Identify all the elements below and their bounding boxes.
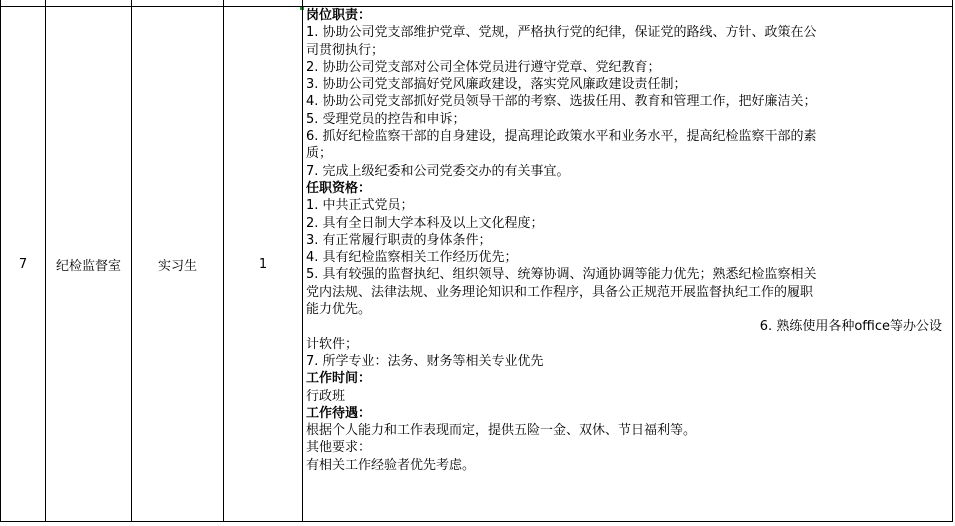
- qualification-line: 1. 中共正式党员；: [306, 198, 414, 214]
- row-number-cell[interactable]: [1, 7, 46, 522]
- row-number: 7: [18, 256, 28, 272]
- headcount: 1: [258, 256, 268, 272]
- position-cell[interactable]: [132, 7, 224, 522]
- duty-line: 1. 协助公司党支部维护党章、党规，严格执行党的纪律，保证党的路线、方针、政策在公: [306, 25, 817, 41]
- qualification-line: 能力优先。: [306, 302, 372, 318]
- qualification-line: 5. 具有较强的监督执纪、组织领导、统筹协调、沟通协调等能力优先；熟悉纪检监察相关: [306, 267, 817, 283]
- duty-line: 质；: [306, 146, 333, 162]
- qualification-line: 计软件；: [306, 336, 359, 352]
- position-name: 实习生: [157, 258, 197, 274]
- duty-line: 3. 协助公司党支部搞好党风廉政建设，落实党风廉政建设责任制；: [306, 77, 687, 93]
- duties-heading: 岗位职责：: [306, 8, 372, 23]
- qualification-line: 党内法规、法律法规、业务理论知识和工作程序，具备公正规范开展监督执纪工作的履职: [306, 284, 814, 300]
- other-heading: 其他要求：: [306, 440, 372, 456]
- table-row: [1, 7, 953, 522]
- qualification-line: 4. 具有纪检监察相关工作经历优先；: [306, 250, 518, 266]
- qualification-line: 2. 具有全日制大学本科及以上文化程度；: [306, 215, 544, 231]
- hours-text: 行政班: [306, 388, 346, 404]
- department-cell[interactable]: [46, 7, 132, 522]
- benefits-heading: 工作待遇：: [306, 405, 372, 421]
- qualifications-heading: 任职资格：: [306, 180, 372, 196]
- duty-line: 2. 协助公司党支部对公司全体党员进行遵守党章、党纪教育；: [306, 59, 661, 75]
- duty-line: 4. 协助公司党支部抓好党员领导干部的考察、选拔任用、教育和管理工作，把好廉洁关；: [306, 94, 817, 110]
- qualification-line-right: 6. 熟练使用各种office等办公设: [759, 319, 942, 335]
- hours-heading: 工作时间：: [306, 371, 372, 387]
- other-text: 有相关工作经验者优先考虑。: [306, 457, 476, 473]
- benefits-text: 根据个人能力和工作表现而定，提供五险一金、双休、节日福利等。: [306, 423, 697, 439]
- description-cell[interactable]: [303, 7, 953, 522]
- duty-line: 6. 抓好纪检监察干部的自身建设，提高理论政策水平和业务水平，提高纪检监察干部的素: [306, 129, 817, 145]
- job-description: [306, 7, 946, 474]
- qualification-line: 3. 有正常履行职责的身体条件；: [306, 232, 492, 248]
- department-name: 纪检监督室: [55, 258, 121, 274]
- qualification-line: 7. 所学专业：法务、财务等相关专业优先: [306, 353, 544, 369]
- duty-line: 7. 完成上级纪委和公司党委交办的有关事宜。: [306, 163, 570, 179]
- duty-line: 5. 受理党员的控告和申诉；: [306, 111, 466, 127]
- headcount-cell[interactable]: [224, 7, 303, 522]
- duty-line: 司贯彻执行；: [306, 42, 385, 58]
